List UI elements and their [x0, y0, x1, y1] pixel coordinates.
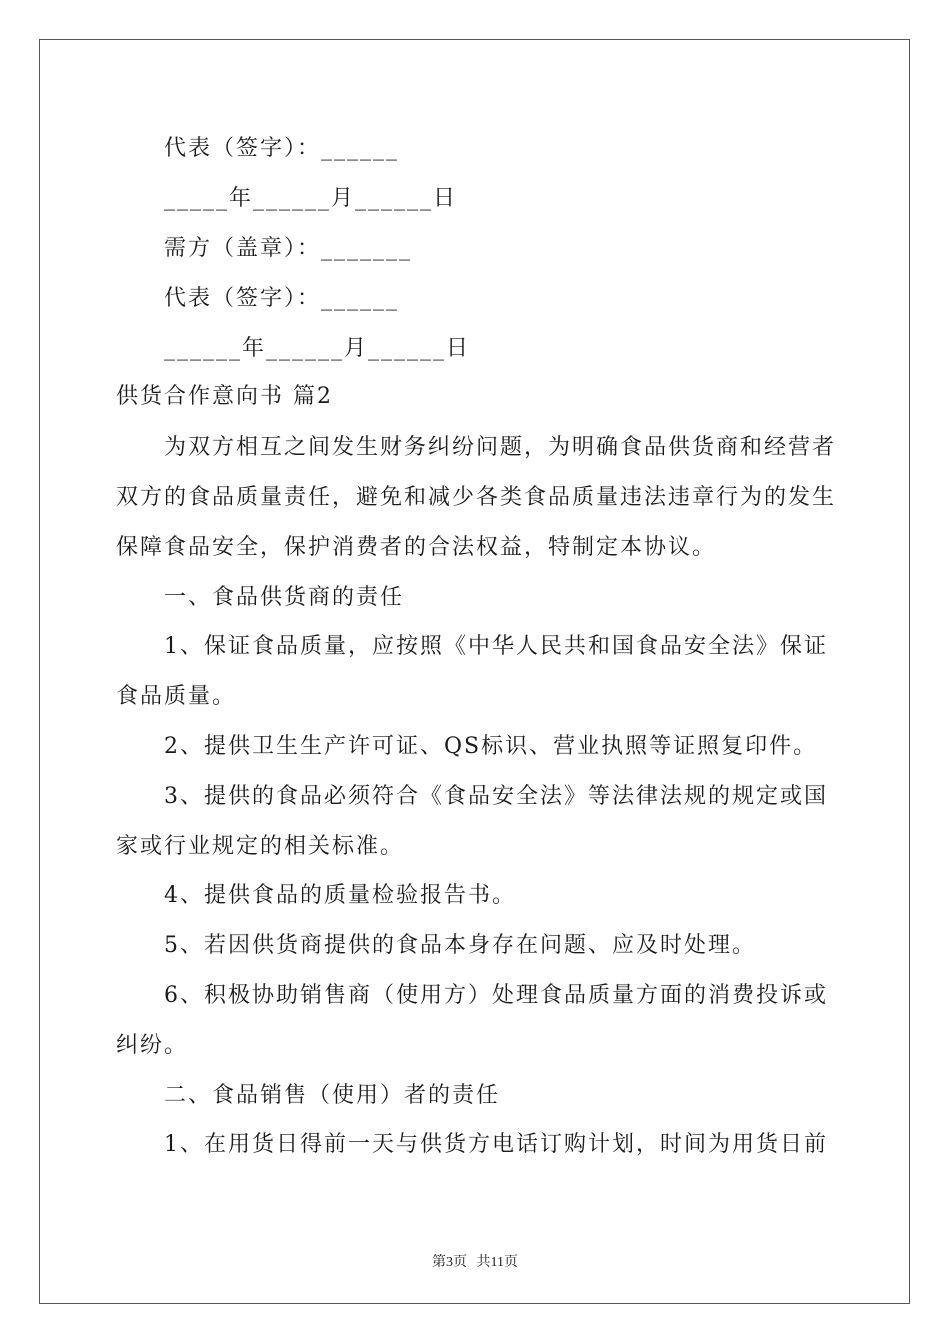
rep-signature-line: 代表（签字）：______ [164, 286, 400, 311]
heading-line: 一、食品供货商的责任 [164, 585, 405, 610]
paragraph-line: 5、若因供货商提供的食品本身存在问题、应及时处理。 [164, 933, 756, 958]
paragraph-line: 纠纷。 [116, 1033, 189, 1058]
paragraph-line: 保障食品安全，保护消费者的合法权益，特制定本协议。 [116, 535, 717, 560]
rep-signature-line: 代表（签字）：______ [164, 136, 400, 161]
paragraph-line: 家或行业规定的相关标准。 [116, 834, 405, 859]
paragraph-line: 1、保证食品质量，应按照《中华人民共和国食品安全法》保证 [164, 634, 828, 659]
page-number: 第3页 [432, 1255, 467, 1270]
section-title: 供货合作意向书 篇2 [116, 384, 333, 409]
heading-line: 二、食品销售（使用）者的责任 [164, 1083, 501, 1108]
date-line: _____年______月______日 [164, 186, 458, 211]
page-footer [0, 1251, 950, 1271]
page-border [39, 39, 910, 1304]
paragraph-line: 1、在用货日得前一天与供货方电话订购计划，时间为用货日前 [164, 1132, 828, 1157]
date-line: ______年______月______日 [164, 336, 471, 361]
paragraph-line: 6、积极协助销售商（使用方）处理食品质量方面的消费投诉或 [164, 983, 828, 1008]
paragraph-line: 食品质量。 [116, 684, 237, 709]
buyer-seal-line: 需方（盖章）：_______ [164, 236, 413, 261]
paragraph-line: 3、提供的食品必须符合《食品安全法》等法律法规的规定或国 [164, 784, 828, 809]
total-pages: 共11页 [476, 1255, 518, 1270]
paragraph-line: 2、提供卫生生产许可证、QS标识、营业执照等证照复印件。 [164, 734, 818, 759]
paragraph-line: 双方的食品质量责任，避免和减少各类食品质量违法违章行为的发生 [116, 485, 837, 510]
paragraph-line: 为双方相互之间发生财务纠纷问题，为明确食品供货商和经营者 [164, 435, 837, 460]
paragraph-line: 4、提供食品的质量检验报告书。 [164, 883, 516, 908]
